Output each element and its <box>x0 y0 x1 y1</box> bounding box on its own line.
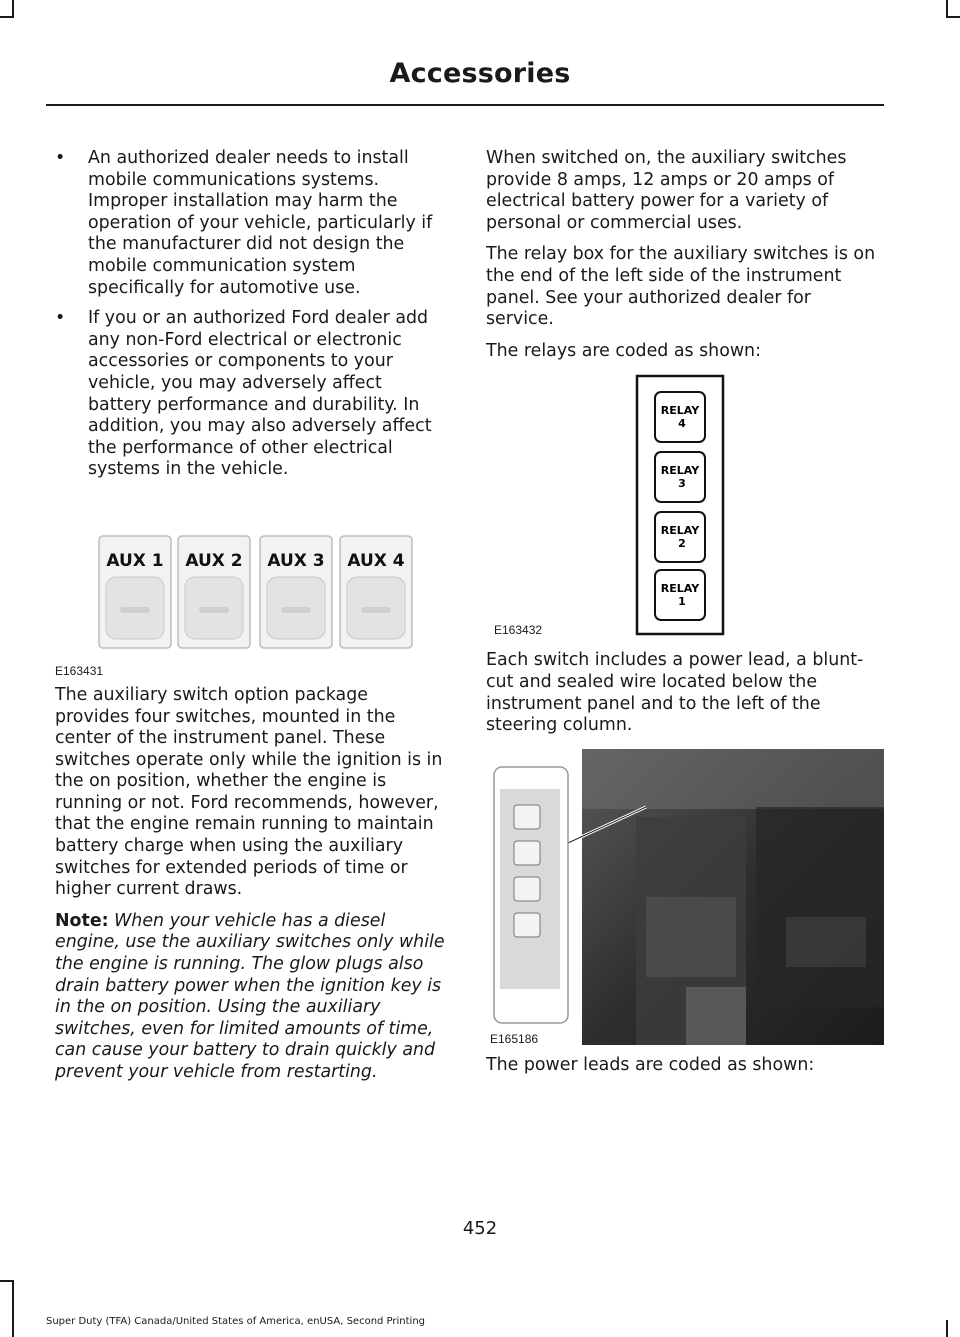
page-title: Accessories <box>389 58 571 89</box>
figure-code: E163431 <box>55 663 104 678</box>
relay-number: 3 <box>678 477 686 491</box>
body-paragraph: Each switch includes a power lead, a blunt-cut and sealed wire located below the instrument panel and to the left of the steering column. <box>486 650 864 736</box>
body-paragraph: When switched on, the auxiliary switches provide 8 amps, 12 amps or 20 amps of electrical battery power for a variety of personal or commercial uses. <box>486 148 847 233</box>
aux-switch-1 <box>98 535 172 649</box>
crop-mark <box>12 1280 14 1337</box>
relay-label: RELAY <box>660 464 700 478</box>
note-label: Note: <box>55 910 109 931</box>
bullet-mark: • <box>55 148 66 168</box>
relay-2 <box>655 512 705 562</box>
aux-switch-label: AUX 4 <box>347 550 405 571</box>
crop-mark <box>946 16 960 18</box>
aux-switch-label: AUX 3 <box>267 550 325 571</box>
note-text: When your vehicle has a diesel engine, use the auxiliary switches only while the engine is running. The glow plugs also drain battery power when the ignition key is in the on position. Using the auxiliary switches, even for limited amounts of time, can cause your battery to drain quickly and prevent your vehicle from restarting. <box>55 910 445 1082</box>
body-paragraph: The relays are coded as shown: <box>486 340 761 361</box>
bullet-item <box>55 148 447 299</box>
aux-switches-figure <box>55 495 447 677</box>
relay-3 <box>655 452 705 502</box>
right-column <box>486 148 884 1086</box>
relay-number: 1 <box>678 595 686 609</box>
relay-box-drawing <box>486 372 884 640</box>
aux-switch-2 <box>177 535 251 649</box>
power-lead-location-figure <box>486 747 884 1045</box>
page-number: 452 <box>462 1218 498 1239</box>
figure-code: E163432 <box>494 623 543 638</box>
crop-mark <box>0 16 14 18</box>
body-paragraph: The power leads are coded as shown: <box>486 1054 815 1075</box>
relay-1 <box>655 570 705 620</box>
aux-switch-label: AUX 1 <box>106 550 164 571</box>
relay-label: RELAY <box>660 404 700 418</box>
bullet-text: If you or an authorized Ford dealer add any non-Ford electrical or electronic accessories or components to your vehicle, you may adversely affect battery performance and durability. In addition, you may also adversely affect the performance of other electrical systems in the vehicle. <box>88 308 432 480</box>
header-divider <box>46 104 884 106</box>
figure-code: E165186 <box>490 1029 538 1051</box>
relay-label: RELAY <box>660 524 700 538</box>
note-paragraph <box>55 911 447 1084</box>
bullet-mark: • <box>55 308 66 329</box>
relay-number: 2 <box>678 537 686 551</box>
bullet-text: An authorized dealer needs to install mobile communications systems. Improper installation may harm the operation of your vehicle, particularly if the manufacturer did not design the mobile communication system specifically for automotive use. <box>88 148 433 298</box>
aux-switch-3 <box>259 535 333 649</box>
body-paragraph: The relay box for the auxiliary switches is on the end of the left side of the instrument panel. See your authorized dealer for service. <box>486 244 876 330</box>
vehicle-interior-photo <box>486 747 884 1045</box>
relay-label: RELAY <box>660 582 700 596</box>
relay-box-figure <box>486 372 884 640</box>
relay-4 <box>655 392 705 442</box>
aux-switch-label: AUX 2 <box>185 550 243 571</box>
left-column <box>55 148 447 1094</box>
bullet-item <box>55 308 447 481</box>
page-footer: Super Duty (TFA) Canada/United States of America, enUSA, Second Printing <box>46 1316 426 1327</box>
crop-mark <box>0 1280 14 1282</box>
relay-number: 4 <box>678 417 686 431</box>
body-paragraph: The auxiliary switch option package provides four switches, mounted in the center of the instrument panel. These switches operate only while the ignition is in the on position, whether the engine is running or not. Ford recommends, however, that the engine remain running to maintain battery charge when using the auxiliary switches for extended periods of time or higher current draws. <box>55 684 443 900</box>
aux-switch-4 <box>339 535 413 649</box>
crop-mark <box>946 1320 948 1337</box>
